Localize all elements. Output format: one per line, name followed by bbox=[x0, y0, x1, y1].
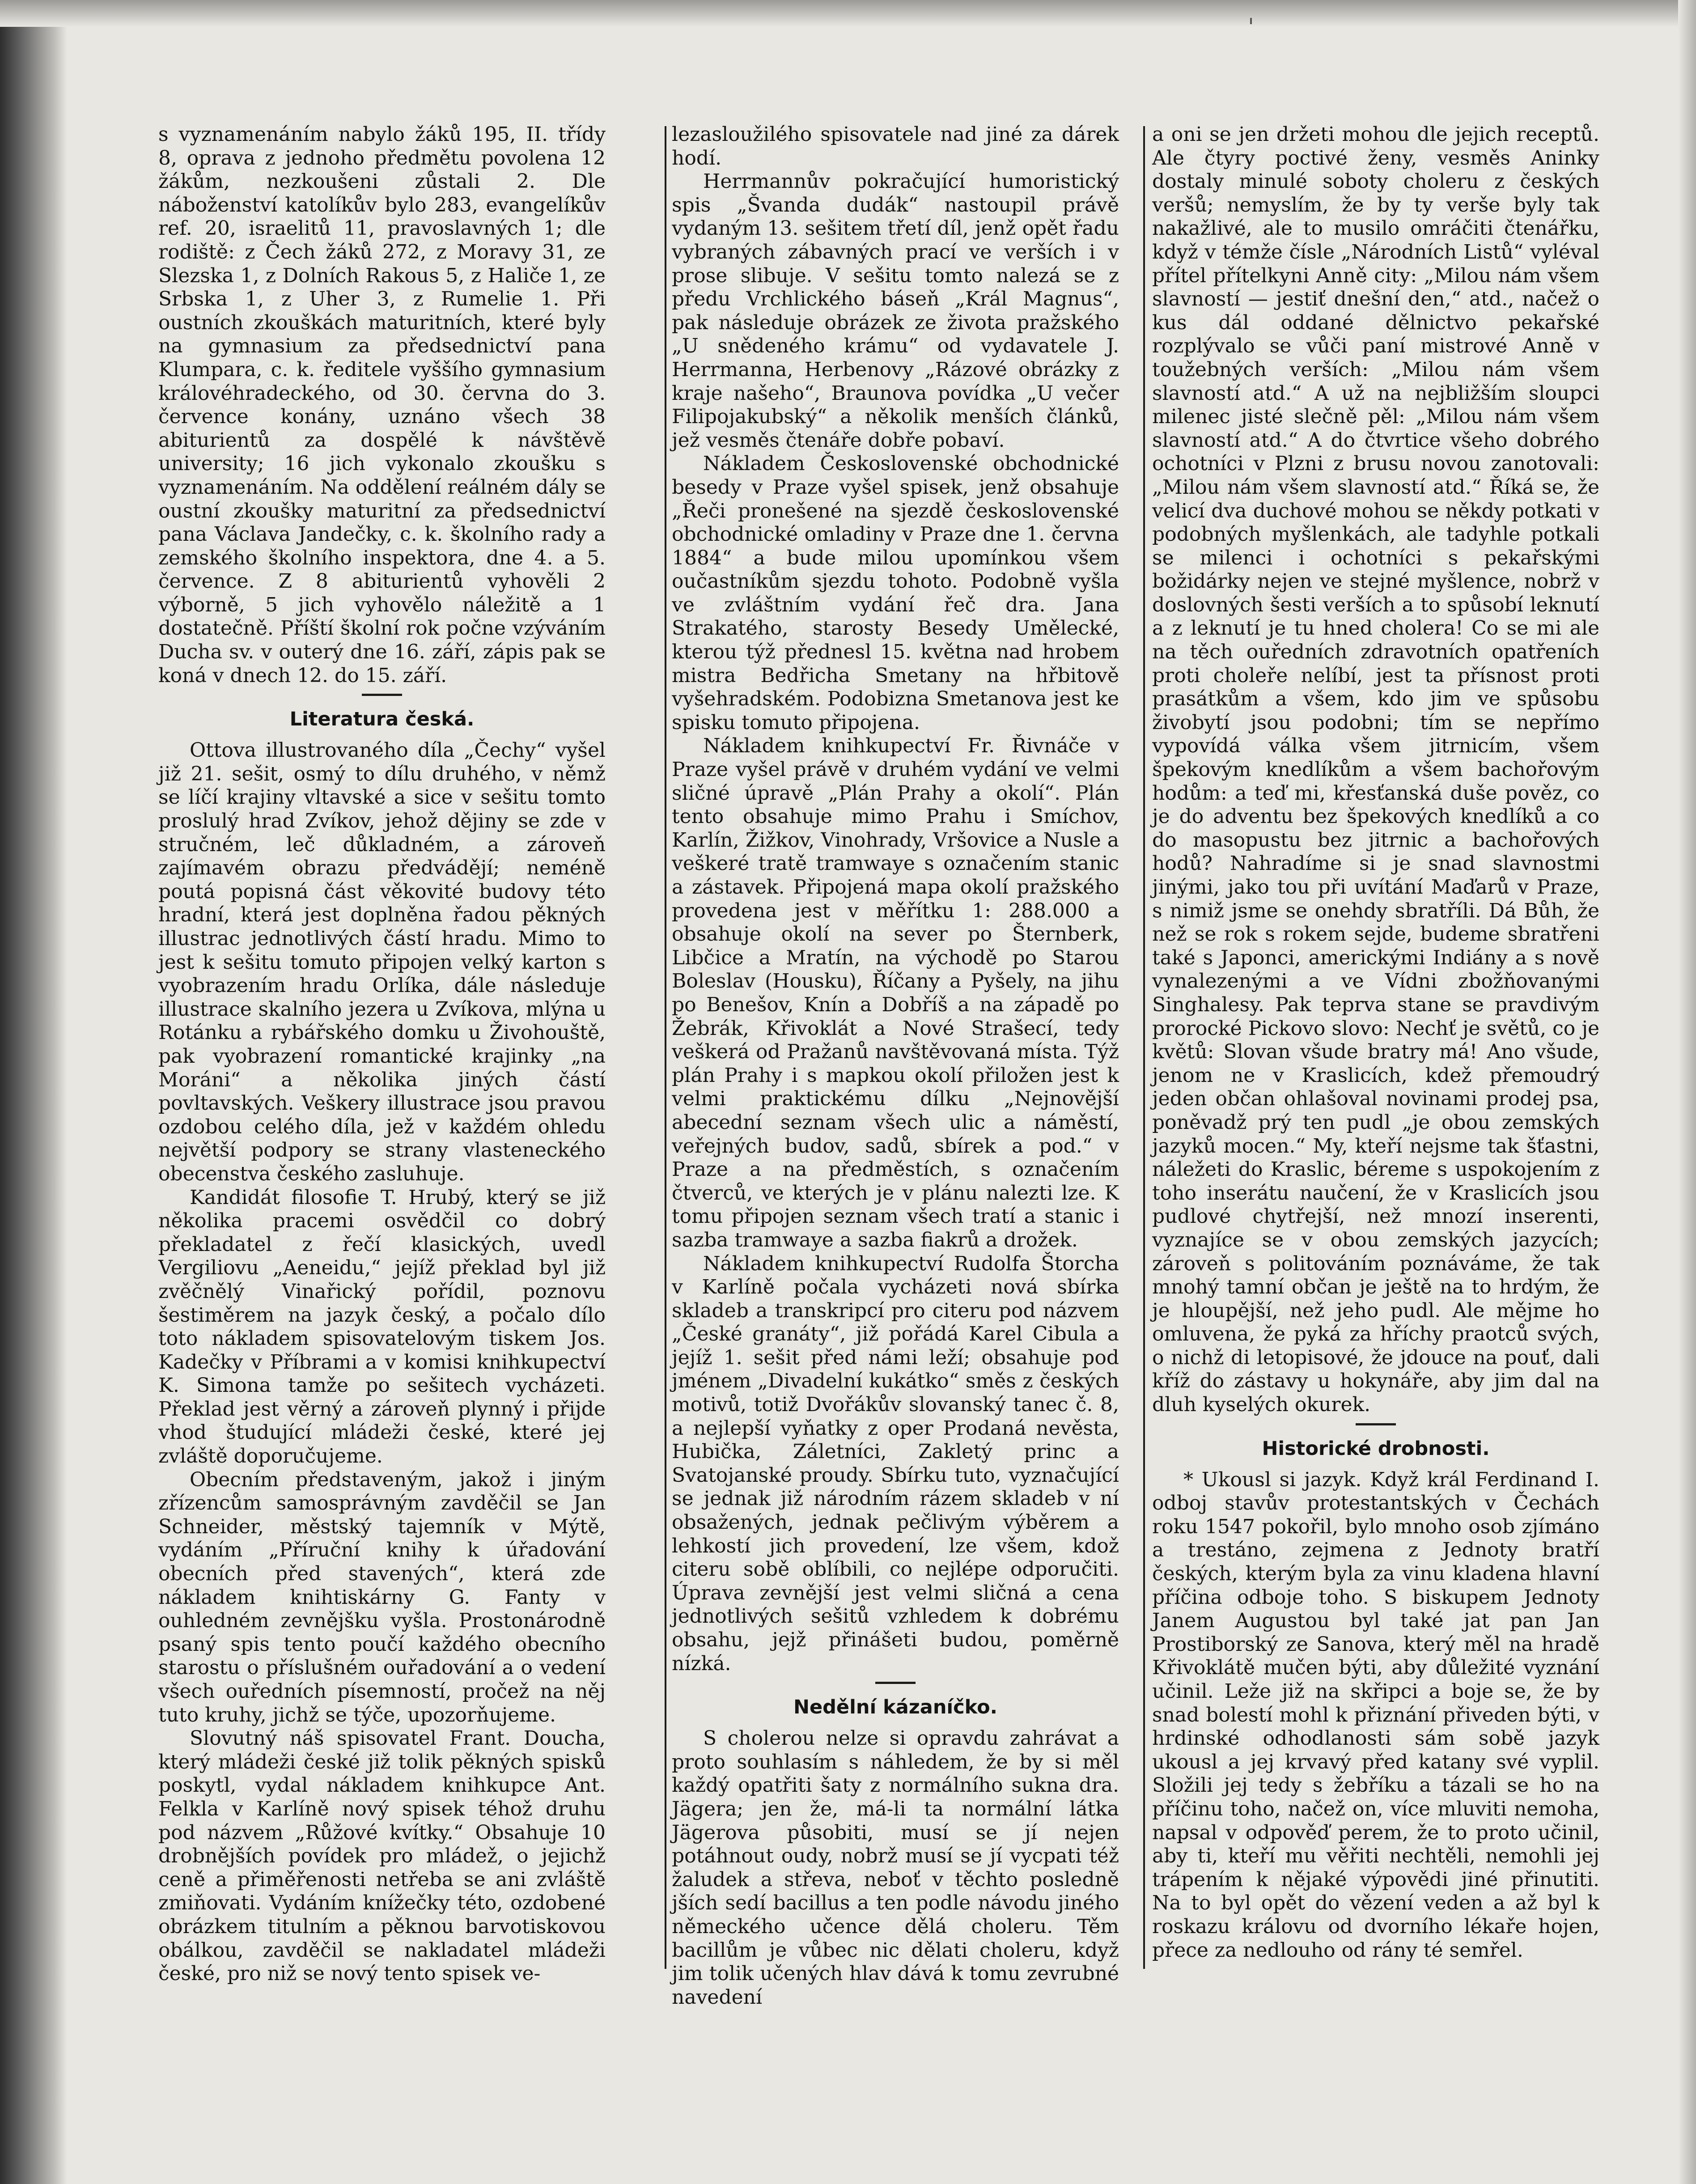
article-paragraph: Herrmannův pokračující humoristický spis „Švanda dudák“ nastoupil právě vydaným 13. sešitem třetí díl, jenž opět řadu vybraných zábavných prací ve verších i v prose slibuje. V sešitu tomto nalezá se z předu Vrchlického báseň „Král Magnus“, pak následuje obrázek ze života pražského „U snědeného krámu“ od vydavatele J. Herrmanna, Herbenovy „Rázové obrázky z kraje našeho“, Braunova povídka „U večer Filipojakubský“ a několik menších článků, jež vesměs čtenáře dobře pobaví. bbox=[672, 170, 1119, 452]
article-paragraph: Nákladem Československé obchodnické besedy v Praze vyšel spisek, jenž obsahuje „Řeči pronešené na sjezdě československé obchodnické omladiny v Praze dne 1. června 1884“ a bude milou upomínkou všem oučastníkům sjezdu tohoto. Podobně vyšla ve zvláštním vydání řeč dra. Jana Strakatého, starosty Besedy Umělecké, kterou týž přednesl 15. května nad hrobem mistra Bedřicha Smetany na hřbitově vyšehradském. Podobizna Smetanova jest ke spisku tomuto připojena. bbox=[672, 452, 1119, 734]
section-heading-historicke: Historické drobnosti. bbox=[1262, 1437, 1490, 1460]
article-paragraph: Nákladem knihkupectví Rudolfa Štorcha v Karlíně počala vycházeti nová sbírka skladeb a transkripcí pro citeru pod názvem „České granáty“, již pořádá Karel Cibula a jejíž 1. sešit před námi leží; obsahuje pod jménem „Divadelní kukátko“ směs z českých motivů, totiž Dvořákův slovanský tanec č. 8, a nejlepší vyňatky z oper Prodaná nevěsta, Hubička, Záletníci, Zakletý princ a Svatojanské proudy. Sbírku tuto, vyznačující se jednak již národním rázem skladeb v ní obsažených, jednak pečlivým výběrem a lehkostí jich provedení, lze všem, kdož citeru sobě oblíbili, co nejlépe odporučiti. Úprava zevnější jest velmi sličná a cena jednotlivých sešitů vzhledem k dobrému obsahu, jejž přinášeti budou, poměrně nízká. bbox=[672, 1252, 1119, 1675]
scan-shadow-left bbox=[0, 0, 67, 2184]
article-paragraph: Ottova illustrovaného díla „Čechy“ vyšel již 21. sešit, osmý to dílu druhého, v němž se líčí krajiny vltavské a sice v sešitu tomto proslulý hrad Zvíkov, jehož dějiny se zde v stručném, leč důkladném, a zároveň zajímavém obrazu předvádějí; neméně poutá popisná část věkovité budovy této hradní, která jest doplněna řadou pěkných illustrac jednotlivých částí hradu. Mimo to jest k sešitu tomuto připojen velký karton s vyobrazením hradu Orlíka, dále následuje illustrace skalního jezera u Zvíkova, mlýna u Rotánku a rybářského domku u Živohouště, pak vyobrazení romantické krajinky „na Moráni“ a několika jiných částí povltavských. Veškery illustrace jsou pravou ozdobou celého díla, jež v každém ohledu největší podpory se strany vlasteneckého obecenstva českého zasluhuje. bbox=[158, 739, 606, 1185]
section-heading-literatura: Literatura česká. bbox=[289, 708, 475, 731]
column-3 bbox=[1152, 123, 1599, 1962]
section-divider bbox=[875, 1682, 916, 1684]
article-paragraph: a oni se jen držeti mohou dle jejich receptů. Ale čtyry poctivé ženy, vesměs Aninky dostaly minulé soboty choleru z českých veršů; nemyslím, že by ty verše byly tak nakažlivé, ale to musilo omráčiti čtenářku, když v témže čísle „Národních Listů“ vyléval přítel přítelkyni Anně city: „Milou nám všem slavností — jestiť dnešní den,“ atd., načež o kus dál oddané dělnictvo pekařské rozplývalo se vůči paní mistrové Anně v toužebných verších: „Milou nám všem slavností atd.“ A už na nejbližším sloupci milenec jisté slečně pěl: „Milou nám všem slavností atd.“ A do čtvrtice všeho dobrého ochotníci v Plzni z brusu novou zanotovali: „Milou nám všem slavností atd.“ Říká se, že velicí dva duchové mohou se někdy potkati v podobných myšlenkách, ale tadyhle potkali se milenci i ochotníci s pekařskými božidárky nejen ve stejné myšlence, nobrž v doslovných šesti verších a to spůsobí leknutí a z leknutí je tu hned cholera! Co se mi ale na těch ouředních zdravotních opatřeních proti choleře nelíbí, jest ta přísnost proti prasátkům a všem, kdo jim ve spůsobu živobytí jsou podobni; tím se nepřímo vypovídá válka všem jitrnicím, všem špekovým knedlíkům a všem bachořovým hodům: a teď mi, křesťanská duše pověz, co je do adventu bez špekových knedlíků a co do masopustu bez jitrnic a bachořových hodů? Nahradíme si je snad slavnostmi jinými, jako tou při uvítání Maďarů v Praze, s nimiž jsme se onehdy sbratříli. Dá Bůh, že než se rok s rokem sejde, budeme sbratřeni také s Japonci, americkými Indiány a s nově vynalezenými a ve Vídni zbožňovanými Singhalesy. Pak teprva stane se pravdivým prorocké Pickovo slovo: Nechť je světů, co je květů: Slovan všude bratry má! Ano všude, jenom ne v Kraslicích, kdež přemoudrý jeden občan ohlašoval novinami prodej psa, poněvadž prý ten pudl „je obou zemských jazyků mocen.“ My, kteří nejsme tak šťastni, náležeti do Kraslic, béreme s uspokojením z toho inserátu naučení, že v Kraslicích jsou pudlové chytřejší, než mnozí inserenti, vyznajíce se v obou zemských jazycích; zároveň s politováním poznáváme, že tak mnohý tamní občan je ještě na to hrdým, že je hloupější, než jeho pudl. Ale mějme ho omluvena, že pyká za hříchy praotců svých, o nichž di letopisové, že jdouce na pouť, dali kříž do zástavy u hokynáře, aby jim dal na dluh kyselých okurek. bbox=[1152, 123, 1599, 1416]
column-1 bbox=[158, 123, 606, 1986]
scan-shadow-right bbox=[1678, 0, 1696, 2184]
article-paragraph: * Ukousl si jazyk. Když král Ferdinand I. odboj stavův protestantských v Čechách roku 1547 pokořil, bylo mnoho osob zjímáno a trestáno, zejmena z Jednoty bratří českých, kterým byla za vinu kladena hlavní příčina odboje toho. S biskupem Jednoty Janem Augustou byl také jat pan Jan Prostiborský ze Sanova, který měl na hradě Křivoklátě mučen býti, aby důležité vyznání učinil. Leže již na skřipci a boje se, že by snad bolestí mohl k přiznání přiveden býti, v hrdinské odhodlanosti sám sobě jazyk ukousl a jej krvavý před katany své vyplil. Složili jej tedy s žebříku a tázali se ho na příčinu toho, načež on, více mluviti nemoha, napsal v odpověď perem, že to proto učinil, aby ti, kteří mu věřiti nechtěli, nemohli jej trápením k nějaké výpovědi jiné přinutiti. Na to byl opět do vězení veden a až byl k roskazu královu od dvorního lékaře hojen, přece za nedlouho od rány té semřel. bbox=[1152, 1468, 1599, 1962]
article-paragraph: Slovutný náš spisovatel Frant. Doucha, který mládeži české již tolik pěkných spisků poskytl, vydal nákladem knihkupce Ant. Felkla v Karlíně nový spisek téhož druhu pod názvem „Růžové kvítky.“ Obsahuje 10 drobnějších povídek pro mládež, o jejichž ceně a přiměřenosti netřeba se ani zvláště zmiňovati. Vydáním knížečky této, ozdobené obrázkem titulním a pěknou barvotiskovou obálkou, zavděčil se nakladatel mládeži české, pro niž se nový tento spisek ve- bbox=[158, 1727, 606, 1985]
scan-shadow-top bbox=[0, 0, 1696, 27]
article-paragraph: S cholerou nelze si opravdu zahrávat a proto souhlasím s náhledem, že by si měl každý opatřiti šaty z normálního sukna dra. Jägera; jen že, má-li ta normální látka Jägerova působiti, musí se jí nejen potáhnout oudy, nobrž musí se jí vycpati též žaludek a střeva, neboť v těchto posledně jších sedí bacillus a ten podle návodu jiného německého učence dělá choleru. Těm bacillům je vůbec nic dělati choleru, když jim tolik učených hlav dává k tomu zevrubné navedení bbox=[672, 1727, 1119, 2009]
section-divider bbox=[362, 694, 402, 696]
column-rule-2 bbox=[1143, 126, 1145, 1969]
article-paragraph: Nákladem knihkupectví Fr. Řivnáče v Praze vyšel právě v druhém vydání ve velmi sličné úpravě „Plán Prahy a okolí“. Plán tento obsahuje mimo Prahu i Smíchov, Karlín, Žižkov, Vinohrady, Vršovice a Nusle a veškeré tratě tramwaye s označením stanic a zástavek. Připojená mapa okolí pražského provedena jest v měřítku 1: 288.000 a obsahuje okolí na sever po Šternberk, Libčice a Mratín, na východě po Starou Boleslav (Housku), Říčany a Pyšely, na jihu po Benešov, Knín a Dobříš a na západě po Žebrák, Křivoklát a Nové Strašecí, tedy veškerá od Pražanů navštěvovaná místa. Týž plán Prahy i s mapkou okolí přiložen jest k velmi praktickému dílku „Nejnovější abecední seznam všech ulic a náměstí, veřejných budov, sadů, sbírek a pod.“ v Praze a na předměstích, s označením čtverců, ve kterých je v plánu nalezti lze. K tomu připojen seznam všech tratí a stanic i sazba tramwaye a sazba fiakrů a drožek. bbox=[672, 734, 1119, 1251]
column-rule-1 bbox=[665, 126, 666, 1969]
article-paragraph: Kandidát filosofie T. Hrubý, který se již několika pracemi osvědčil co dobrý překladatel z řečí klasických, uvedl Vergiliovu „Aeneidu,“ jejíž překlad byl již zvěčnělý Vinařický pořídil, poznovu šestiměrem na jazyk český, a počalo dílo toto nákladem spisovatelovým tiskem Jos. Kadečky v Příbrami a v komisi knihkupectví K. Simona tamže po sešitech vycházeti. Překlad jest věrný a zároveň plynný i přijde vhod študující mládeži české, které jej zvláště doporučujeme. bbox=[158, 1186, 606, 1468]
section-divider bbox=[1356, 1423, 1396, 1425]
school-report-paragraph: s vyznamenáním nabylo žáků 195, II. třídy 8, oprava z jednoho předmětu povolena 12 žákům, nezkoušeni zůstali 2. Dle náboženství katolíkův bylo 283, evangelíkův ref. 20, israelitů 11, pravoslavných 1; dle rodiště: z Čech žáků 272, z Moravy 31, ze Slezska 1, z Dolních Rakous 5, z Haliče 1, ze Srbska 1, z Uher 3, z Rumelie 1. Při oustních zkouškách maturitních, které byly na gymnasium za předsednictví pana Klumpara, c. k. ředitele vyššího gymnasium královéhradeckého, od 30. června do 3. července konány, uznáno všech 38 abiturientů za dospělé k návštěvě university; 16 jich vykonalo zkoušku s vyznamenáním. Na oddělení reálném dály se oustní zkoušky maturitní za předsednictví pana Václava Jandečky, c. k. školního rady a zemského školního inspektora, dne 4. a 5. července. Z 8 abiturientů vyhověli 2 výborně, 5 jich vyhovělo náležitě a 1 dostatečně. Příští školní rok počne vzýváním Ducha sv. v outerý dne 16. září, zápis pak se koná v dnech 12. do 15. září. bbox=[158, 123, 606, 687]
column-2 bbox=[672, 123, 1119, 2009]
section-heading-kazanicko: Nedělní kázaníčko. bbox=[793, 1696, 997, 1719]
print-speck bbox=[1250, 18, 1252, 24]
article-paragraph: Obecním představeným, jakož i jiným zřízencům samosprávným zavděčil se Jan Schneider, městský tajemník v Mýtě, vydáním „Příruční knihy k úřadování obecních před stavených“, která zde nákladem knihtiskárny G. Fanty v ouhledném zevnějšku vyšla. Prostonárodně psaný spis tento poučí každého obecního starostu o příslušném ouřadování a o vedení všech ouředních písemností, pročež na něj tuto kruhy, jichž se týče, upozorňujeme. bbox=[158, 1468, 606, 1726]
article-paragraph: lezasloužilého spisovatele nad jiné za dárek hodí. bbox=[672, 123, 1119, 170]
